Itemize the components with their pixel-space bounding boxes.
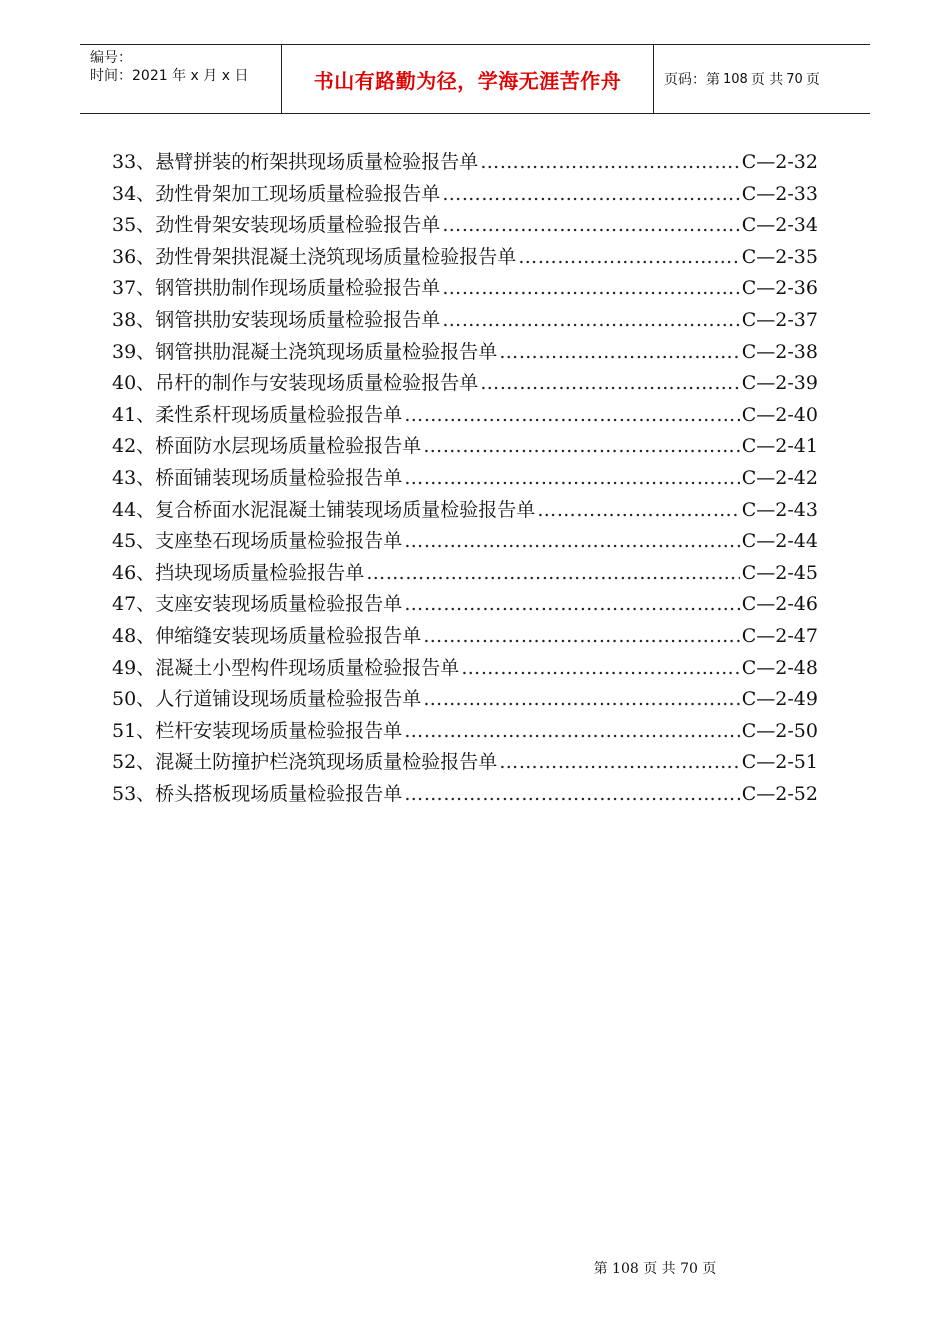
toc-entry-title: 吊杆的制作与安装现场质量检验报告单	[155, 372, 479, 395]
page-suffix: 页	[805, 72, 820, 88]
toc-entry-number: 36、	[112, 245, 156, 268]
toc-entry-code: C—2-45	[741, 561, 818, 584]
toc-entry-title: 栏杆安装现场质量检验报告单	[155, 719, 403, 742]
toc-leader-dots	[404, 716, 740, 748]
toc-leader-dots	[442, 305, 740, 337]
toc-leader-dots	[366, 558, 740, 590]
toc-entry-title: 挡块现场质量检验报告单	[155, 561, 365, 584]
toc-leader-dots	[480, 147, 740, 179]
toc-entry[interactable]	[112, 463, 818, 495]
page-prefix: 页码：第	[664, 72, 720, 88]
toc-entry-code: C—2-44	[741, 530, 818, 553]
toc-leader-dots	[537, 495, 740, 527]
toc-entry[interactable]	[112, 210, 818, 242]
toc-entry-number: 47、	[112, 593, 156, 616]
toc-leader-dots	[404, 589, 740, 621]
toc-entry-number: 33、	[112, 151, 156, 173]
toc-entry-number: 37、	[112, 277, 156, 300]
toc-leader-dots	[423, 684, 740, 716]
toc-leader-dots	[480, 368, 740, 400]
toc-entry-number: 41、	[112, 403, 156, 426]
toc-entry-number: 52、	[112, 751, 156, 774]
toc-entry-title: 支座垫石现场质量检验报告单	[155, 530, 403, 553]
table-of-contents	[112, 147, 818, 810]
toc-entry-title: 复合桥面水泥混凝土铺装现场质量检验报告单	[155, 498, 536, 521]
toc-entry-number: 48、	[112, 624, 156, 647]
toc-entry-title: 支座安装现场质量检验报告单	[155, 593, 403, 616]
toc-entry[interactable]	[112, 273, 818, 305]
toc-entry[interactable]	[112, 558, 818, 590]
document-number-label: 编号：	[90, 50, 132, 66]
toc-entry[interactable]	[112, 684, 818, 716]
toc-entry-number: 51、	[112, 719, 156, 742]
toc-entry[interactable]	[112, 147, 818, 179]
toc-entry-code: C—2-49	[741, 688, 818, 711]
toc-entry-title: 劲性骨架安装现场质量检验报告单	[155, 214, 441, 237]
toc-entry[interactable]	[112, 653, 818, 685]
toc-entry-number: 35、	[112, 214, 156, 237]
toc-leader-dots	[404, 400, 740, 432]
page-mid: 页 共	[750, 72, 784, 88]
toc-entry[interactable]	[112, 337, 818, 369]
header-meta	[80, 45, 282, 113]
toc-entry-title: 钢管拱肋制作现场质量检验报告单	[155, 277, 441, 300]
toc-entry-code: C—2-48	[741, 656, 818, 679]
toc-entry-title: 伸缩缝安装现场质量检验报告单	[155, 624, 422, 647]
header-motto: 书山有路勤为径，学海无涯苦作舟	[282, 45, 654, 113]
toc-entry[interactable]	[112, 495, 818, 527]
toc-entry-title: 钢管拱肋混凝土浇筑现场质量检验报告单	[155, 340, 498, 363]
toc-entry-title: 桥面防水层现场质量检验报告单	[155, 435, 422, 458]
toc-entry-title: 人行道铺设现场质量检验报告单	[155, 688, 422, 711]
toc-entry-title: 桥头搭板现场质量检验报告单	[155, 782, 403, 805]
toc-entry[interactable]	[112, 589, 818, 621]
toc-entry-code: C—2-40	[741, 403, 818, 426]
toc-entry-code: C—2-51	[741, 751, 818, 774]
toc-entry-number: 53、	[112, 782, 156, 805]
toc-entry-number: 46、	[112, 561, 156, 584]
page-total: 70	[786, 71, 803, 87]
document-date: 时间：2021 年 x 月 x 日	[90, 68, 249, 84]
toc-entry-code: C—2-34	[741, 214, 818, 237]
toc-entry-code: C—2-52	[741, 782, 818, 805]
toc-entry-number: 43、	[112, 466, 156, 489]
toc-leader-dots	[404, 526, 740, 558]
toc-entry-number: 39、	[112, 340, 156, 363]
toc-entry-code: C—2-42	[741, 466, 818, 489]
toc-entry[interactable]	[112, 779, 818, 811]
toc-leader-dots	[423, 621, 740, 653]
toc-entry-title: 悬臂拼装的桁架拱现场质量检验报告单	[155, 151, 479, 173]
toc-entry-number: 42、	[112, 435, 156, 458]
toc-entry-code: C—2-37	[741, 308, 818, 331]
toc-leader-dots	[423, 431, 740, 463]
toc-entry-code: C—2-33	[741, 182, 818, 205]
toc-entry-title: 劲性骨架加工现场质量检验报告单	[155, 182, 441, 205]
header-page-info	[654, 45, 870, 113]
toc-entry-number: 44、	[112, 498, 156, 521]
toc-leader-dots	[404, 463, 740, 495]
toc-entry-title: 混凝土防撞护栏浇筑现场质量检验报告单	[155, 751, 498, 774]
toc-entry-number: 50、	[112, 688, 156, 711]
toc-entry[interactable]	[112, 526, 818, 558]
toc-entry[interactable]	[112, 621, 818, 653]
toc-entry-number: 45、	[112, 530, 156, 553]
toc-entry[interactable]	[112, 431, 818, 463]
toc-leader-dots	[404, 779, 740, 811]
toc-entry-title: 混凝土小型构件现场质量检验报告单	[155, 656, 460, 679]
toc-leader-dots	[442, 273, 740, 305]
toc-leader-dots	[461, 653, 740, 685]
toc-entry[interactable]	[112, 179, 818, 211]
page-footer: 第 108 页 共 70 页	[593, 1261, 717, 1277]
toc-entry-code: C—2-32	[741, 151, 818, 173]
toc-entry-title: 钢管拱肋安装现场质量检验报告单	[155, 308, 441, 331]
toc-entry-code: C—2-50	[741, 719, 818, 742]
toc-entry-number: 49、	[112, 656, 156, 679]
toc-entry-code: C—2-46	[741, 593, 818, 616]
toc-entry-title: 劲性骨架拱混凝土浇筑现场质量检验报告单	[155, 245, 517, 268]
toc-entry-number: 40、	[112, 372, 156, 395]
toc-entry-title: 桥面铺装现场质量检验报告单	[155, 466, 403, 489]
toc-entry[interactable]	[112, 400, 818, 432]
toc-entry-code: C—2-35	[741, 245, 818, 268]
toc-entry-title: 柔性系杆现场质量检验报告单	[155, 403, 403, 426]
toc-leader-dots	[442, 210, 740, 242]
toc-leader-dots	[499, 747, 740, 779]
toc-entry-code: C—2-43	[741, 498, 818, 521]
toc-leader-dots	[518, 242, 740, 274]
toc-entry-code: C—2-38	[741, 340, 818, 363]
toc-entry[interactable]	[112, 242, 818, 274]
toc-entry-code: C—2-47	[741, 624, 818, 647]
page-header	[80, 44, 870, 114]
toc-entry[interactable]	[112, 747, 818, 779]
toc-entry-code: C—2-39	[741, 372, 818, 395]
toc-entry[interactable]	[112, 368, 818, 400]
page-current: 108	[723, 71, 748, 87]
toc-entry-code: C—2-36	[741, 277, 818, 300]
toc-entry[interactable]	[112, 305, 818, 337]
toc-leader-dots	[442, 179, 740, 211]
toc-entry-number: 34、	[112, 182, 156, 205]
toc-entry-number: 38、	[112, 308, 156, 331]
toc-leader-dots	[499, 337, 740, 369]
toc-entry[interactable]	[112, 716, 818, 748]
toc-entry-code: C—2-41	[741, 435, 818, 458]
